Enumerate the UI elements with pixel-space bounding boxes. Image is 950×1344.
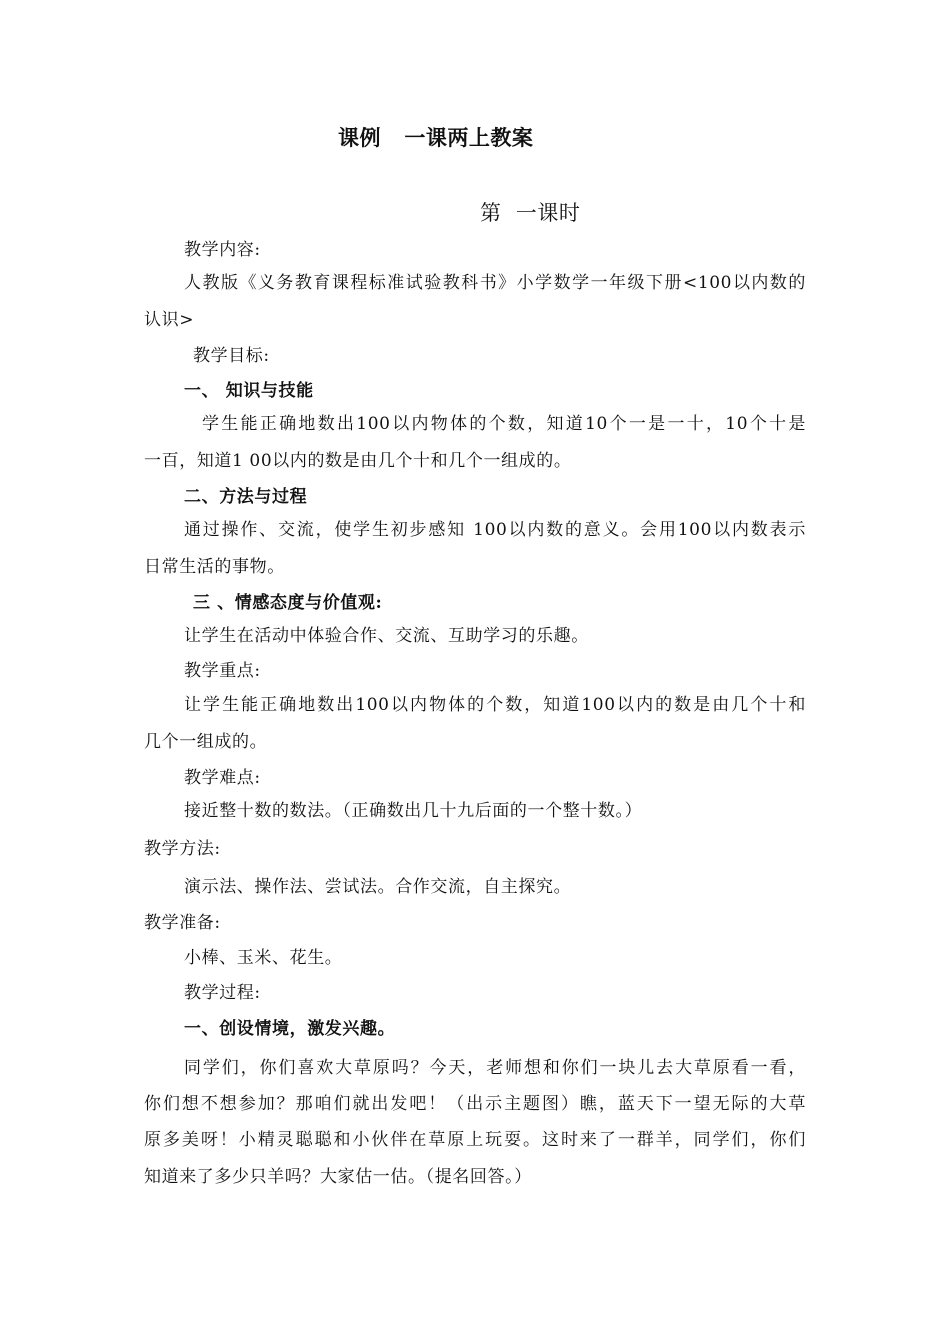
content-label: 教学内容:: [184, 240, 261, 260]
process-label: 教学过程:: [184, 983, 261, 1003]
process-p1-line-1: 同学们，你们喜欢大草原吗？今天，老师想和你们一块儿去大草原看一看，: [184, 1058, 806, 1078]
goals-label: 教学目标:: [193, 346, 270, 366]
lesson-subtitle: 第 一课时: [480, 201, 581, 225]
method-label: 教学方法:: [144, 839, 221, 859]
prep-line-1: 小棒、玉米、花生。: [184, 948, 343, 968]
key-line-2: 几个一组成的。: [144, 732, 268, 752]
key-line-1: 让学生能正确地数出100以内物体的个数，知道100以内的数是由几个十和: [184, 695, 806, 715]
goal-2-heading: 二、方法与过程: [184, 487, 308, 507]
goal-2-line-2: 日常生活的事物。: [144, 557, 285, 577]
method-line-1: 演示法、操作法、尝试法。合作交流，自主探究。: [184, 877, 572, 897]
process-p1-line-3: 原多美呀！小精灵聪聪和小伙伴在草原上玩耍。这时来了一群羊，同学们，你们: [144, 1130, 806, 1150]
goal-2-line-1: 通过操作、交流，使学生初步感知 100以内数的意义。会用100以内数表示: [184, 520, 806, 540]
goal-1-line-1: 学生能正确地数出100以内物体的个数，知道10个一是一十，10个十是: [202, 414, 806, 434]
prep-label: 教学准备:: [144, 913, 221, 933]
goal-3-line-1: 让学生在活动中体验合作、交流、互助学习的乐趣。: [184, 626, 589, 646]
content-line-1: 人教版《义务教育课程标准试验教科书》小学数学一年级下册<100以内数的: [184, 273, 806, 293]
goal-1-line-2: 一百，知道1 00以内的数是由几个十和几个一组成的。: [144, 451, 572, 471]
difficulty-label: 教学难点:: [184, 768, 261, 788]
key-label: 教学重点:: [184, 661, 261, 681]
content-line-2: 认识>: [144, 310, 195, 330]
page-title: 课例 一课两上教案: [338, 125, 534, 150]
goal-3-heading: 三 、情感态度与价值观:: [193, 593, 383, 613]
difficulty-line-1: 接近整十数的数法。（正确数出几十九后面的一个整十数。）: [184, 801, 643, 821]
process-p1-line-2: 你们想不想参加？那咱们就出发吧！（出示主题图）瞧，蓝天下一望无际的大草: [144, 1094, 806, 1114]
goal-1-heading: 一、 知识与技能: [184, 381, 314, 401]
process-heading-1: 一、创设情境，激发兴趣。: [184, 1019, 396, 1039]
process-p1-line-4: 知道来了多少只羊吗？大家估一估。（提名回答。）: [144, 1167, 532, 1187]
